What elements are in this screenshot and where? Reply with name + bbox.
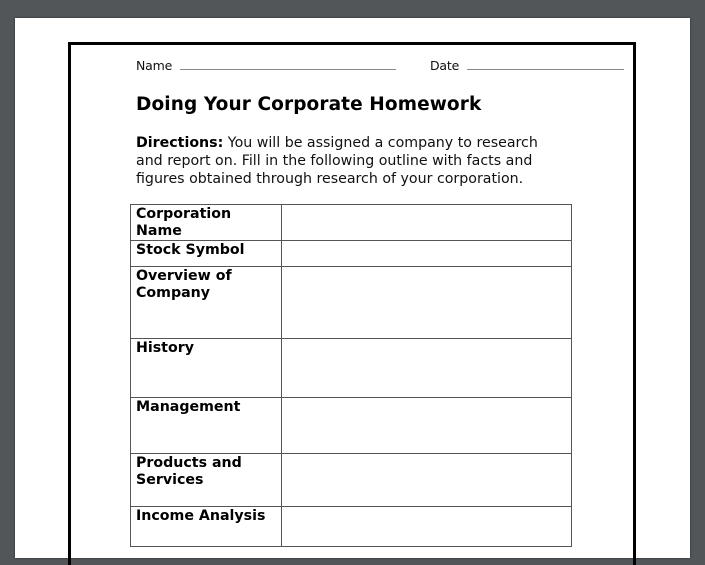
page-border-frame <box>68 42 636 565</box>
row-label-stock-symbol: Stock Symbol <box>131 241 282 267</box>
answer-cell-management[interactable] <box>282 398 572 454</box>
table-row <box>131 267 572 339</box>
worksheet-title: Doing Your Corporate Homework <box>136 94 482 115</box>
directions-label: Directions: <box>136 135 224 151</box>
table-row <box>131 507 572 547</box>
table-row <box>131 339 572 398</box>
directions-text: You will be assigned a company to research and report on. Fill in the following outline with facts and figures obtained through research of your corporation. <box>136 135 538 187</box>
row-label-management: Management <box>131 398 282 454</box>
row-label-products-services: Products and Services <box>131 454 282 507</box>
date-label: Date <box>430 58 460 73</box>
answer-cell-corporation-name[interactable] <box>282 205 572 241</box>
name-label: Name <box>136 58 173 73</box>
row-label-history: History <box>131 339 282 398</box>
name-field <box>136 58 396 73</box>
outline-table <box>130 204 572 547</box>
table-row <box>131 398 572 454</box>
date-blank-line[interactable] <box>467 59 624 70</box>
date-field <box>430 58 624 73</box>
table-row <box>131 241 572 267</box>
answer-cell-income-analysis[interactable] <box>282 507 572 547</box>
row-label-income-analysis: Income Analysis <box>131 507 282 547</box>
answer-cell-products-services[interactable] <box>282 454 572 507</box>
answer-cell-overview[interactable] <box>282 267 572 339</box>
table-row <box>131 205 572 241</box>
name-blank-line[interactable] <box>180 59 396 70</box>
directions-paragraph <box>136 134 566 188</box>
answer-cell-stock-symbol[interactable] <box>282 241 572 267</box>
row-label-overview: Overview of Company <box>131 267 282 339</box>
row-label-corporation-name: Corporation Name <box>131 205 282 241</box>
document-page <box>15 18 690 558</box>
answer-cell-history[interactable] <box>282 339 572 398</box>
table-row <box>131 454 572 507</box>
